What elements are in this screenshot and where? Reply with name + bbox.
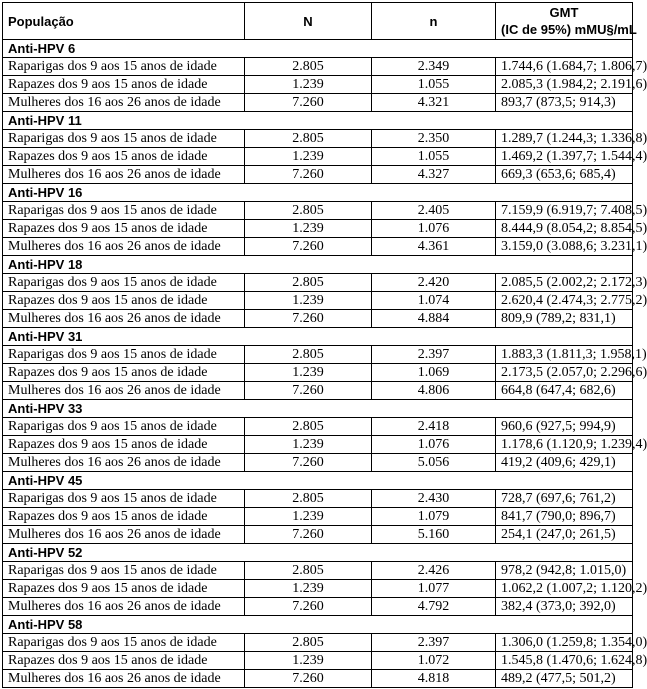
N-cell: 2.805 [245, 274, 372, 292]
N-cell: 1.239 [245, 436, 372, 454]
gmt-cell: 1.744,6 (1.684,7; 1.806,7) [496, 58, 633, 76]
population-cell: Raparigas dos 9 aos 15 anos de idade [3, 274, 245, 292]
gmt-cell: 2.620,4 (2.474,3; 2.775,2) [496, 292, 633, 310]
gmt-cell: 382,4 (373,0; 392,0) [496, 598, 633, 616]
table-row [3, 310, 633, 328]
N-cell: 1.239 [245, 580, 372, 598]
group-title: Anti-HPV 52 [3, 544, 633, 562]
group-row [3, 256, 633, 274]
group-title: Anti-HPV 31 [3, 328, 633, 346]
table-row [3, 166, 633, 184]
table-row [3, 508, 633, 526]
table-header [3, 3, 637, 40]
gmt-table [2, 2, 647, 688]
N-cell: 2.805 [245, 634, 372, 652]
table-row [3, 292, 633, 310]
N-cell: 7.260 [245, 310, 372, 328]
gmt-cell: 893,7 (873,5; 914,3) [496, 94, 633, 112]
table-row [3, 364, 633, 382]
table-row [3, 346, 633, 364]
n-cell: 2.405 [372, 202, 496, 220]
group-title: Anti-HPV 11 [3, 112, 633, 130]
group-row [3, 184, 633, 202]
gmt-cell: 419,2 (409,6; 429,1) [496, 454, 633, 472]
n-cell: 1.076 [372, 220, 496, 238]
table-row [3, 130, 633, 148]
population-cell: Rapazes dos 9 aos 15 anos de idade [3, 148, 245, 166]
population-cell: Mulheres dos 16 aos 26 anos de idade [3, 310, 245, 328]
table-row [3, 238, 633, 256]
N-cell: 2.805 [245, 562, 372, 580]
population-cell: Mulheres dos 16 aos 26 anos de idade [3, 670, 245, 688]
population-cell: Rapazes dos 9 aos 15 anos de idade [3, 652, 245, 670]
header-gmt-line2: (IC de 95%) mMU§/mL [501, 22, 637, 37]
gmt-cell: 2.173,5 (2.057,0; 2.296,6) [496, 364, 633, 382]
population-cell: Mulheres dos 16 aos 26 anos de idade [3, 94, 245, 112]
N-cell: 2.805 [245, 346, 372, 364]
N-cell: 7.260 [245, 526, 372, 544]
population-cell: Raparigas dos 9 aos 15 anos de idade [3, 58, 245, 76]
N-cell: 7.260 [245, 166, 372, 184]
gmt-cell: 254,1 (247,0; 261,5) [496, 526, 633, 544]
gmt-cell: 2.085,3 (1.984,2; 2.191,6) [496, 76, 633, 94]
gmt-cell: 1.178,6 (1.120,9; 1.239,4) [496, 436, 633, 454]
n-cell: 5.056 [372, 454, 496, 472]
n-cell: 1.069 [372, 364, 496, 382]
header-gmt-line1: GMT [549, 5, 579, 20]
table-row [3, 598, 633, 616]
population-cell: Raparigas dos 9 aos 15 anos de idade [3, 418, 245, 436]
population-cell: Rapazes dos 9 aos 15 anos de idade [3, 76, 245, 94]
table-row [3, 274, 633, 292]
N-cell: 7.260 [245, 238, 372, 256]
n-cell: 1.055 [372, 148, 496, 166]
population-cell: Rapazes dos 9 aos 15 anos de idade [3, 364, 245, 382]
header-population: População [3, 3, 245, 40]
population-cell: Raparigas dos 9 aos 15 anos de idade [3, 562, 245, 580]
table-row [3, 562, 633, 580]
group-title: Anti-HPV 6 [3, 40, 633, 58]
population-cell: Mulheres dos 16 aos 26 anos de idade [3, 166, 245, 184]
header-row [3, 3, 633, 40]
n-cell: 1.074 [372, 292, 496, 310]
population-cell: Rapazes dos 9 aos 15 anos de idade [3, 436, 245, 454]
table-row [3, 220, 633, 238]
table-row [3, 652, 633, 670]
N-cell: 1.239 [245, 148, 372, 166]
table-row [3, 670, 633, 688]
n-cell: 2.397 [372, 346, 496, 364]
N-cell: 2.805 [245, 418, 372, 436]
n-cell: 1.055 [372, 76, 496, 94]
group-title: Anti-HPV 58 [3, 616, 633, 634]
group-row [3, 616, 633, 634]
n-cell: 2.420 [372, 274, 496, 292]
table-row [3, 202, 633, 220]
N-cell: 2.805 [245, 130, 372, 148]
n-cell: 1.079 [372, 508, 496, 526]
population-cell: Rapazes dos 9 aos 15 anos de idade [3, 580, 245, 598]
table-row [3, 76, 633, 94]
table-body [3, 40, 647, 688]
group-title: Anti-HPV 16 [3, 184, 633, 202]
gmt-cell: 3.159,0 (3.088,6; 3.231,1) [496, 238, 633, 256]
gmt-cell: 1.883,3 (1.811,3; 1.958,1) [496, 346, 633, 364]
N-cell: 1.239 [245, 76, 372, 94]
table-row [3, 436, 633, 454]
n-cell: 2.349 [372, 58, 496, 76]
table-row [3, 454, 633, 472]
group-title: Anti-HPV 33 [3, 400, 633, 418]
population-cell: Raparigas dos 9 aos 15 anos de idade [3, 202, 245, 220]
header-N: N [245, 3, 372, 40]
n-cell: 4.884 [372, 310, 496, 328]
group-row [3, 112, 633, 130]
population-cell: Raparigas dos 9 aos 15 anos de idade [3, 634, 245, 652]
gmt-cell: 841,7 (790,0; 896,7) [496, 508, 633, 526]
N-cell: 2.805 [245, 490, 372, 508]
gmt-cell: 7.159,9 (6.919,7; 7.408,5) [496, 202, 633, 220]
N-cell: 2.805 [245, 58, 372, 76]
n-cell: 4.327 [372, 166, 496, 184]
N-cell: 1.239 [245, 292, 372, 310]
n-cell: 4.361 [372, 238, 496, 256]
group-row [3, 328, 633, 346]
population-cell: Mulheres dos 16 aos 26 anos de idade [3, 526, 245, 544]
gmt-cell: 669,3 (653,6; 685,4) [496, 166, 633, 184]
population-cell: Raparigas dos 9 aos 15 anos de idade [3, 346, 245, 364]
gmt-cell: 978,2 (942,8; 1.015,0) [496, 562, 633, 580]
N-cell: 1.239 [245, 652, 372, 670]
table-row [3, 94, 633, 112]
table-row [3, 418, 633, 436]
table-row [3, 148, 633, 166]
n-cell: 2.418 [372, 418, 496, 436]
N-cell: 2.805 [245, 202, 372, 220]
group-row [3, 544, 633, 562]
gmt-cell: 960,6 (927,5; 994,9) [496, 418, 633, 436]
N-cell: 7.260 [245, 598, 372, 616]
N-cell: 1.239 [245, 220, 372, 238]
N-cell: 7.260 [245, 94, 372, 112]
N-cell: 7.260 [245, 382, 372, 400]
population-cell: Rapazes dos 9 aos 15 anos de idade [3, 508, 245, 526]
n-cell: 4.806 [372, 382, 496, 400]
gmt-cell: 728,7 (697,6; 761,2) [496, 490, 633, 508]
n-cell: 2.397 [372, 634, 496, 652]
table-row [3, 634, 633, 652]
N-cell: 1.239 [245, 508, 372, 526]
group-row [3, 40, 633, 58]
table-row [3, 382, 633, 400]
n-cell: 1.072 [372, 652, 496, 670]
gmt-cell: 1.545,8 (1.470,6; 1.624,8) [496, 652, 633, 670]
n-cell: 4.818 [372, 670, 496, 688]
gmt-cell: 809,9 (789,2; 831,1) [496, 310, 633, 328]
gmt-cell: 1.306,0 (1.259,8; 1.354,0) [496, 634, 633, 652]
N-cell: 1.239 [245, 364, 372, 382]
n-cell: 2.426 [372, 562, 496, 580]
table-row [3, 58, 633, 76]
gmt-cell: 1.289,7 (1.244,3; 1.336,8) [496, 130, 633, 148]
n-cell: 4.321 [372, 94, 496, 112]
population-cell: Mulheres dos 16 aos 26 anos de idade [3, 598, 245, 616]
population-cell: Mulheres dos 16 aos 26 anos de idade [3, 238, 245, 256]
table-row [3, 490, 633, 508]
N-cell: 7.260 [245, 670, 372, 688]
gmt-cell: 664,8 (647,4; 682,6) [496, 382, 633, 400]
header-gmt [496, 3, 637, 40]
n-cell: 2.430 [372, 490, 496, 508]
population-cell: Rapazes dos 9 aos 15 anos de idade [3, 292, 245, 310]
gmt-cell: 8.444,9 (8.054,2; 8.854,5) [496, 220, 633, 238]
n-cell: 1.076 [372, 436, 496, 454]
table-row [3, 526, 633, 544]
group-row [3, 472, 633, 490]
group-title: Anti-HPV 45 [3, 472, 633, 490]
population-cell: Raparigas dos 9 aos 15 anos de idade [3, 490, 245, 508]
gmt-cell: 489,2 (477,5; 501,2) [496, 670, 633, 688]
group-title: Anti-HPV 18 [3, 256, 633, 274]
gmt-cell: 1.469,2 (1.397,7; 1.544,4) [496, 148, 633, 166]
N-cell: 7.260 [245, 454, 372, 472]
group-row [3, 400, 633, 418]
population-cell: Mulheres dos 16 aos 26 anos de idade [3, 454, 245, 472]
n-cell: 2.350 [372, 130, 496, 148]
population-cell: Rapazes dos 9 aos 15 anos de idade [3, 220, 245, 238]
n-cell: 1.077 [372, 580, 496, 598]
header-n: n [372, 3, 496, 40]
population-cell: Raparigas dos 9 aos 15 anos de idade [3, 130, 245, 148]
n-cell: 4.792 [372, 598, 496, 616]
n-cell: 5.160 [372, 526, 496, 544]
gmt-cell: 2.085,5 (2.002,2; 2.172,3) [496, 274, 633, 292]
table-row [3, 580, 633, 598]
gmt-cell: 1.062,2 (1.007,2; 1.120,2) [496, 580, 633, 598]
population-cell: Mulheres dos 16 aos 26 anos de idade [3, 382, 245, 400]
